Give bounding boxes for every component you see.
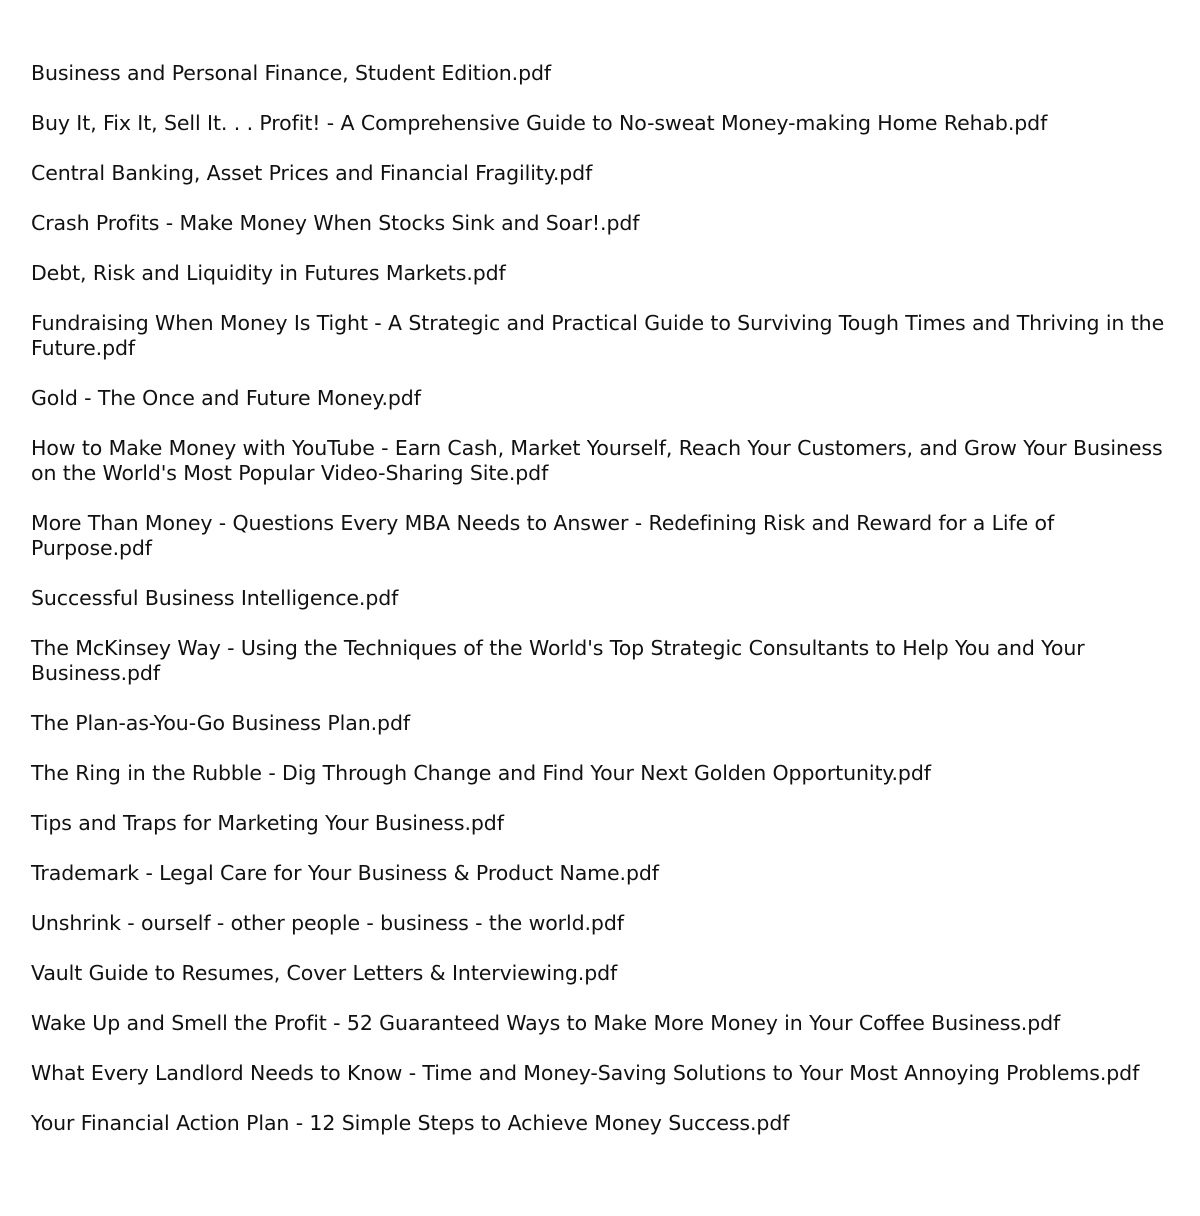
file-item: Vault Guide to Resumes, Cover Letters & Interviewing.pdf	[31, 961, 618, 985]
file-item: Unshrink - ourself - other people - business - the world.pdf	[31, 911, 624, 935]
file-item: The Ring in the Rubble - Dig Through Change and Find Your Next Golden Opportunity.pdf	[31, 761, 931, 785]
file-item: What Every Landlord Needs to Know - Time and Money-Saving Solutions to Your Most Annoying Problems.pdf	[31, 1061, 1140, 1085]
file-item: Debt, Risk and Liquidity in Futures Markets.pdf	[31, 261, 506, 285]
file-item: The McKinsey Way - Using the Techniques of the World's Top Strategic Consultants to Help You and Your Business.pdf	[31, 636, 1085, 685]
file-item: Fundraising When Money Is Tight - A Strategic and Practical Guide to Surviving Tough Times and Thriving in the Future.pdf	[31, 311, 1165, 360]
file-item: Wake Up and Smell the Profit - 52 Guaranteed Ways to Make More Money in Your Coffee Business.pdf	[31, 1011, 1061, 1035]
file-item: How to Make Money with YouTube - Earn Cash, Market Yourself, Reach Your Customers, and Grow Your Business on the World's Most Popular Video-Sharing Site.pdf	[31, 436, 1163, 485]
file-item: Business and Personal Finance, Student Edition.pdf	[31, 61, 552, 85]
file-item: Gold - The Once and Future Money.pdf	[31, 386, 421, 410]
document-page	[31, 61, 1171, 1161]
file-item: Your Financial Action Plan - 12 Simple Steps to Achieve Money Success.pdf	[31, 1111, 790, 1135]
file-item: Crash Profits - Make Money When Stocks Sink and Soar!.pdf	[31, 211, 640, 235]
file-item: Buy It, Fix It, Sell It. . . Profit! - A Comprehensive Guide to No-sweat Money-making Home Rehab.pdf	[31, 111, 1048, 135]
file-item: Successful Business Intelligence.pdf	[31, 586, 399, 610]
file-item: The Plan-as-You-Go Business Plan.pdf	[31, 711, 410, 735]
file-item: Central Banking, Asset Prices and Financial Fragility.pdf	[31, 161, 593, 185]
file-item: Tips and Traps for Marketing Your Business.pdf	[31, 811, 504, 835]
file-item: Trademark - Legal Care for Your Business & Product Name.pdf	[31, 861, 659, 885]
file-list	[31, 61, 1171, 1136]
file-item: More Than Money - Questions Every MBA Needs to Answer - Redefining Risk and Reward for a Life of Purpose.pdf	[31, 511, 1055, 560]
